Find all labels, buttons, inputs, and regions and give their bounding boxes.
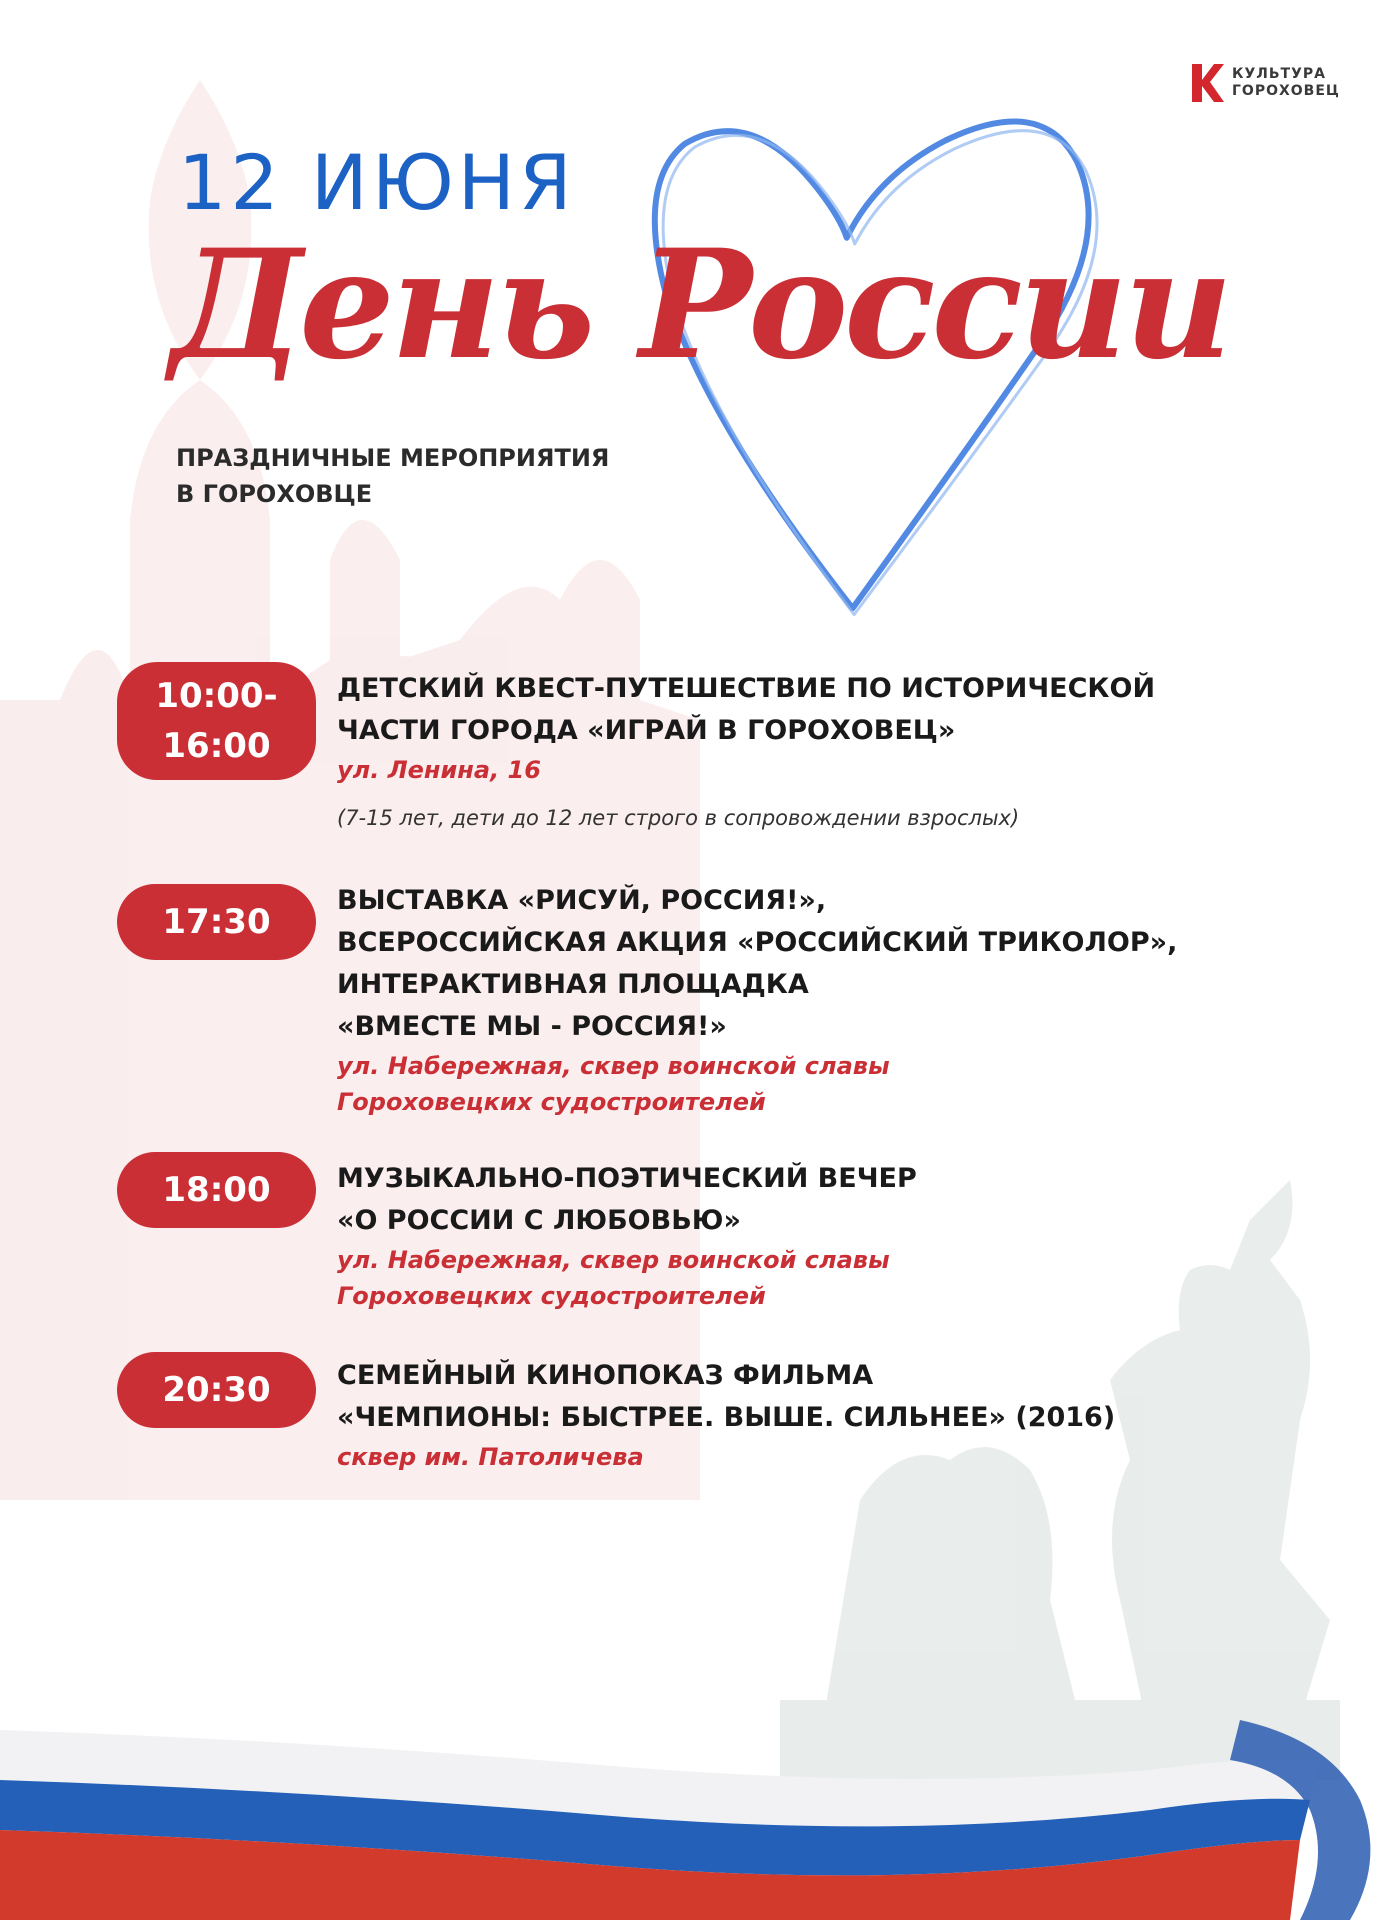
time-badge xyxy=(117,1152,316,1228)
event-details xyxy=(337,1355,1337,1475)
event-title xyxy=(337,668,1337,752)
main-title: День России xyxy=(170,217,1229,393)
time-badge xyxy=(117,884,316,960)
event-title-line: «О РОССИИ С ЛЮБОВЬЮ» xyxy=(337,1205,741,1236)
event-title-line: «ВМЕСТЕ МЫ - РОССИЯ!» xyxy=(337,1011,727,1042)
subtitle xyxy=(176,440,609,512)
event-date: 12 ИЮНЯ xyxy=(178,138,576,227)
event-title-line: ИНТЕРАКТИВНАЯ ПЛОЩАДКА xyxy=(337,969,809,1000)
time-label: 18:00 xyxy=(162,1170,271,1210)
event-location-line: ул. Набережная, сквер воинской славы xyxy=(337,1052,890,1080)
logo-line-2: ГОРОХОВЕЦ xyxy=(1232,83,1340,99)
time-label: 20:30 xyxy=(162,1370,271,1410)
event-location xyxy=(337,752,1337,788)
time-label: 16:00 xyxy=(162,726,271,766)
event-location-line: сквер им. Патоличева xyxy=(337,1443,644,1471)
event-location-line: Гороховецких судостроителей xyxy=(337,1282,766,1310)
event-location xyxy=(337,1439,1337,1475)
event-title-line: ДЕТСКИЙ КВЕСТ-ПУТЕШЕСТВИЕ ПО ИСТОРИЧЕСКОЙ xyxy=(337,673,1156,704)
subtitle-line: В ГОРОХОВЦЕ xyxy=(176,480,373,508)
subtitle-line: ПРАЗДНИЧНЫЕ МЕРОПРИЯТИЯ xyxy=(176,444,610,472)
event-location xyxy=(337,1048,1337,1120)
logo-line-1: КУЛЬТУРА xyxy=(1232,66,1326,82)
event-title-line: СЕМЕЙНЫЙ КИНОПОКАЗ ФИЛЬМА xyxy=(337,1360,874,1391)
event-title-line: ЧАСТИ ГОРОДА «ИГРАЙ В ГОРОХОВЕЦ» xyxy=(337,715,956,746)
event-location-line: ул. Набережная, сквер воинской славы xyxy=(337,1246,890,1274)
event-title-line: ВЫСТАВКА «РИСУЙ, РОССИЯ!», xyxy=(337,885,827,916)
k-logo-icon xyxy=(1190,62,1224,104)
event-title-line: МУЗЫКАЛЬНО-ПОЭТИЧЕСКИЙ ВЕЧЕР xyxy=(337,1163,917,1194)
event-location-line: Гороховецких судостроителей xyxy=(337,1088,766,1116)
event-details xyxy=(337,668,1337,836)
time-label: 10:00- xyxy=(155,676,278,716)
time-label: 17:30 xyxy=(162,902,271,942)
event-title-line: «ЧЕМПИОНЫ: БЫСТРЕЕ. ВЫШЕ. СИЛЬНЕЕ» (2016) xyxy=(337,1402,1116,1433)
event-note: (7-15 лет, дети до 12 лет строго в сопровождении взрослых) xyxy=(337,806,1020,830)
brand-logo xyxy=(1190,62,1340,104)
event-title xyxy=(337,1158,1337,1242)
event-details xyxy=(337,880,1337,1120)
event-title xyxy=(337,880,1337,1048)
time-badge xyxy=(117,662,316,780)
event-title-line: ВСЕРОССИЙСКАЯ АКЦИЯ «РОССИЙСКИЙ ТРИКОЛОР», xyxy=(337,927,1178,958)
event-details xyxy=(337,1158,1337,1314)
event-location xyxy=(337,1242,1337,1314)
event-location-line: ул. Ленина, 16 xyxy=(337,756,541,784)
event-title xyxy=(337,1355,1337,1439)
time-badge xyxy=(117,1352,316,1428)
logo-text xyxy=(1232,66,1340,100)
